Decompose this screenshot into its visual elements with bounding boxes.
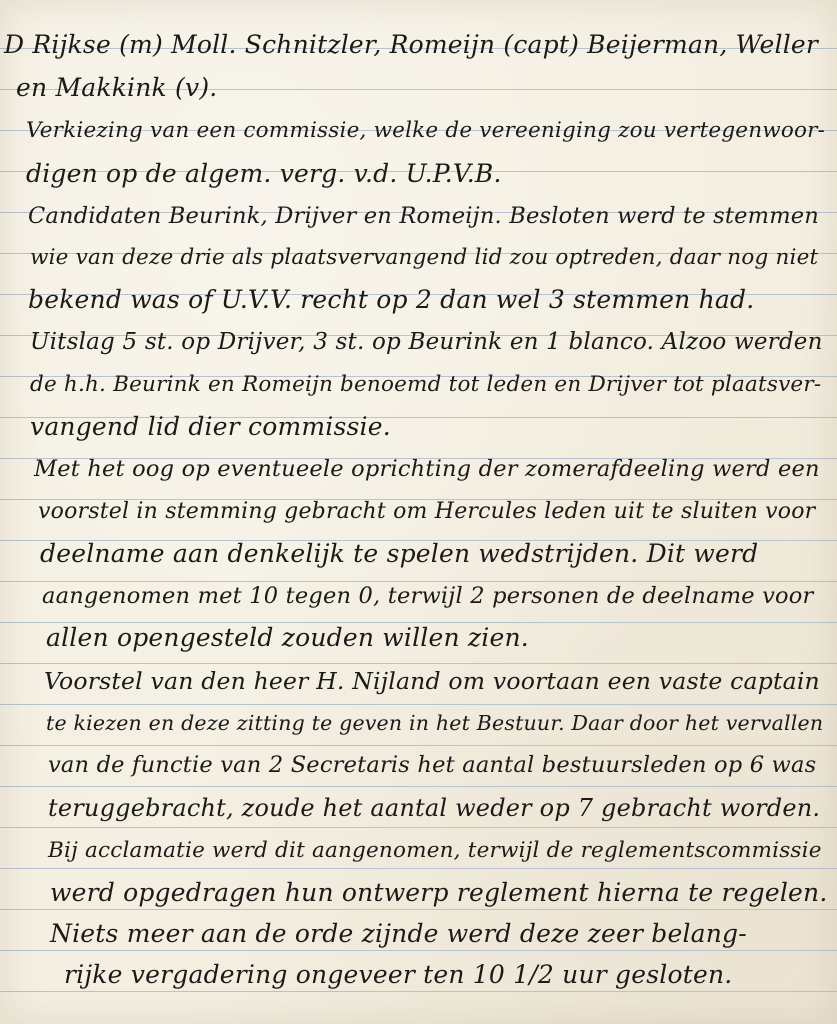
text-line: teruggebracht, zoude het aantal weder op 7 gebracht worden. — [48, 794, 821, 822]
text-line: Met het oog op eventueele oprichting der zomerafdeeling werd een — [34, 456, 820, 482]
text-line: te kiezen en deze zitting te geven in het Bestuur. Daar door het vervallen — [46, 711, 824, 735]
text-line: Verkiezing van een commissie, welke de vereeniging zou vertegenwoor- — [26, 118, 826, 143]
text-line: de h.h. Beurink en Romeijn benoemd tot leden en Drijver tot plaatsver- — [30, 372, 822, 397]
text-line: werd opgedragen hun ontwerp reglement hierna te regelen. — [50, 878, 828, 907]
text-line: D Rijkse (m) Moll. Schnitzler, Romeijn (capt) Beijerman, Weller — [4, 30, 819, 59]
text-line: allen opengesteld zouden willen zien. — [46, 623, 529, 652]
text-line: rijke vergadering ongeveer ten 10 1/2 uur gesloten. — [64, 960, 733, 989]
text-line: voorstel in stemming gebracht om Hercules leden uit te sluiten voor — [38, 499, 816, 524]
text-line: Voorstel van den heer H. Nijland om voortaan een vaste captain — [44, 667, 820, 695]
text-line: deelname aan denkelijk te spelen wedstrijden. Dit werd — [40, 539, 759, 568]
text-line: Uitslag 5 st. op Drijver, 3 st. op Beurink en 1 blanco. Alzoo werden — [30, 329, 823, 355]
text-line: Bij acclamatie werd dit aangenomen, terwijl de reglementscommissie — [48, 838, 822, 863]
text-line: bekend was of U.V.V. recht op 2 dan wel 3 stemmen had. — [28, 285, 755, 314]
text-line: digen op de algem. verg. v.d. U.P.V.B. — [26, 159, 502, 188]
text-line: van de functie van 2 Secretaris het aantal bestuursleden op 6 was — [48, 752, 817, 778]
text-line: Niets meer aan de orde zijnde werd deze zeer belang- — [50, 919, 747, 948]
text-line: vangend lid dier commissie. — [30, 412, 391, 441]
text-line: aangenomen met 10 tegen 0, terwijl 2 personen de deelname voor — [42, 583, 814, 609]
text-line: wie van deze drie als plaatsvervangend lid zou optreden, daar nog niet — [30, 245, 819, 270]
text-line: en Makkink (v). — [16, 73, 218, 102]
text-line: Candidaten Beurink, Drijver en Romeijn. Besloten werd te stemmen — [28, 203, 819, 229]
